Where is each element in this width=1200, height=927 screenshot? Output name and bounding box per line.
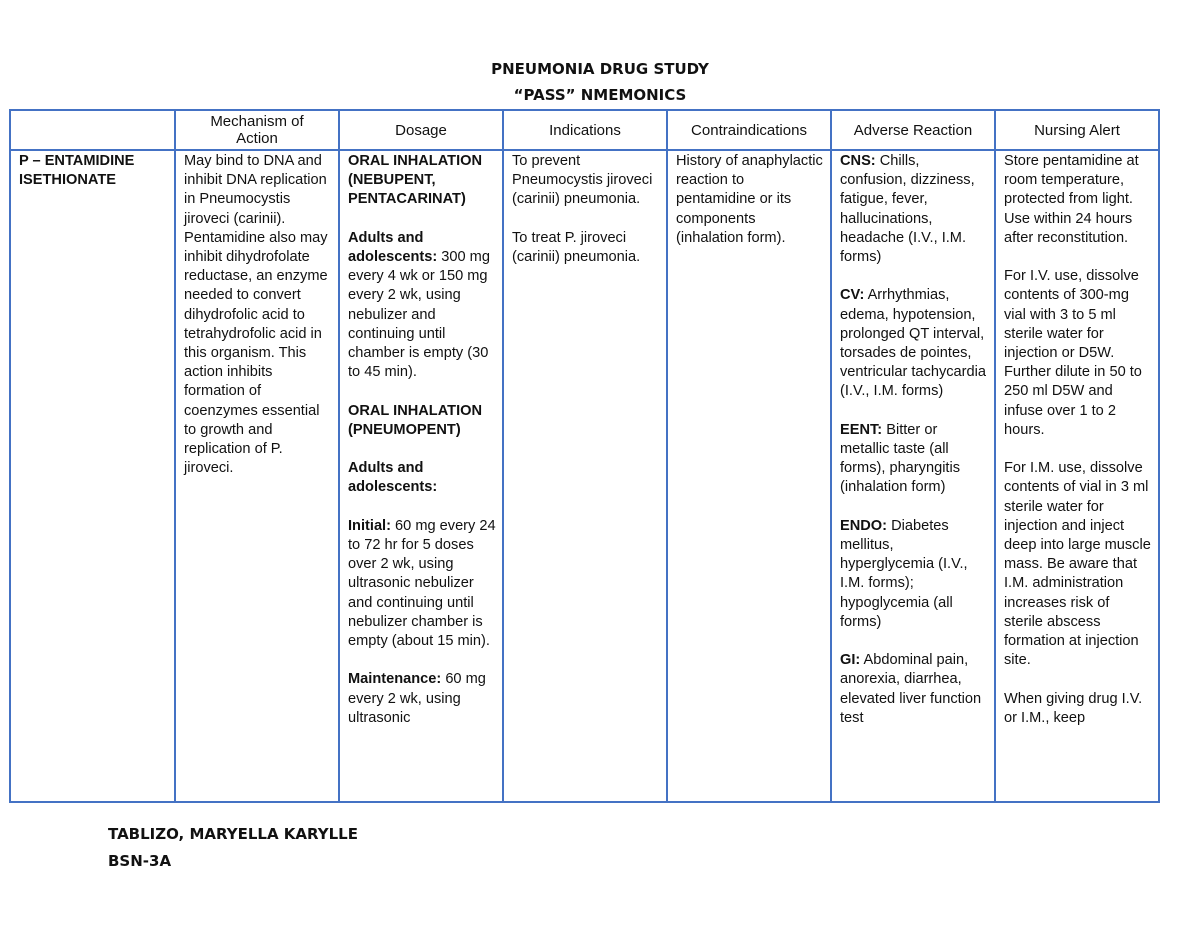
nursing-alert-storage: Store pentamidine at room temperature, protected from light. Use within 24 hours after reconstitution. [1004,153,1139,246]
column-header-contraindications: Contraindications [667,110,831,150]
contraindications-text: History of anaphylactic reaction to pentamidine or its components (inhalation form). [676,153,823,246]
nursing-alert-giving-drug: When giving drug I.V. or I.M., keep [1004,690,1143,726]
dosage-cell [339,150,503,802]
table-header-row [10,110,1159,150]
adverse-cv: CV: Arrhythmias, edema, hypotension, prolonged QT interval, torsades de pointes, ventricular tachycardia (I.V., I.M. forms) [840,287,987,400]
adverse-eent: EENT: Bitter or metallic taste (all forms), pharyngitis (inhalation form) [840,421,961,496]
indication-treat: To treat P. jiroveci (carinii) pneumonia. [512,229,641,265]
column-header-mechanism: Mechanism of Action [175,110,339,150]
adverse-cns: CNS: Chills, confusion, dizziness, fatigue, fever, hallucinations, headache (I.V., I.M. forms) [840,153,975,266]
drug-study-table [9,109,1160,803]
column-header-dosage: Dosage [339,110,503,150]
nursing-alert-im-use: For I.M. use, dissolve contents of vial in 3 ml sterile water for injection and inject deep into large muscle mass. Be aware that I.M. administration increases risk of sterile abscess formation at injection site. [1004,460,1151,669]
column-header-indications: Indications [503,110,667,150]
nursing-alert-cell [995,150,1159,802]
dosage-maintenance: Maintenance: 60 mg every 2 wk, using ultrasonic [348,671,486,726]
page-subtitle: “PASS” NMEMONICS [513,86,687,104]
dosage-initial: Initial: 60 mg every 24 to 72 hr for 5 doses over 2 wk, using ultrasonic nebulizer and continuing until nebulizer chamber is empty (about 15 min). [348,517,496,650]
indications-cell [503,150,667,802]
column-header-adverse-reaction: Adverse Reaction [831,110,995,150]
dosage-adults-nebupent: Adults and adolescents: 300 mg every 4 wk or 150 mg every 2 wk, using nebulizer and continuing until chamber is empty (30 to 45 min). [348,229,490,381]
mechanism-text: May bind to DNA and inhibit DNA replication in Pneumocystis jiroveci (carinii). Pentamidine also may inhibit dihydrofolate reductase, an enzyme needed to convert dihydrofolic acid to tetrahydrofolic acid in this organism. This action inhibits formation of coenzymes essential to growth and replication of P. jiroveci. [184,153,328,477]
table-row [10,150,1159,802]
drug-name: P – ENTAMIDINE ISETHIONATE [19,153,135,189]
contraindications-cell [667,150,831,802]
author-section: BSN-3A [108,852,172,870]
author-name: TABLIZO, MARYELLA KARYLLE [108,825,358,843]
indication-prevent: To prevent Pneumocystis jiroveci (carinii) pneumonia. [512,153,653,208]
dosage-route-nebupent: ORAL INHALATION (NEBUPENT, PENTACARINAT) [348,153,483,208]
mechanism-cell [175,150,339,802]
column-header-drug [10,110,175,150]
adverse-gi: GI: Abdominal pain, anorexia, diarrhea, elevated liver function test [840,652,982,726]
column-header-nursing-alert: Nursing Alert [995,110,1159,150]
nursing-alert-iv-use: For I.V. use, dissolve contents of 300-mg vial with 3 to 5 ml sterile water for injection or D5W. Further dilute in 50 to 250 ml D5W and infuse over 1 to 2 hours. [1004,268,1142,438]
adverse-reaction-cell [831,150,995,802]
dosage-route-pneumopent: ORAL INHALATION (PNEUMOPENT) [348,402,483,438]
dosage-adults-pneumopent: Adults and adolescents: [348,460,438,496]
adverse-endo: ENDO: Diabetes mellitus, hyperglycemia (I.V., I.M. forms); hypoglycemia (all forms) [840,517,968,630]
drug-name-cell [10,150,175,802]
page-title: PNEUMONIA DRUG STUDY [491,60,709,78]
